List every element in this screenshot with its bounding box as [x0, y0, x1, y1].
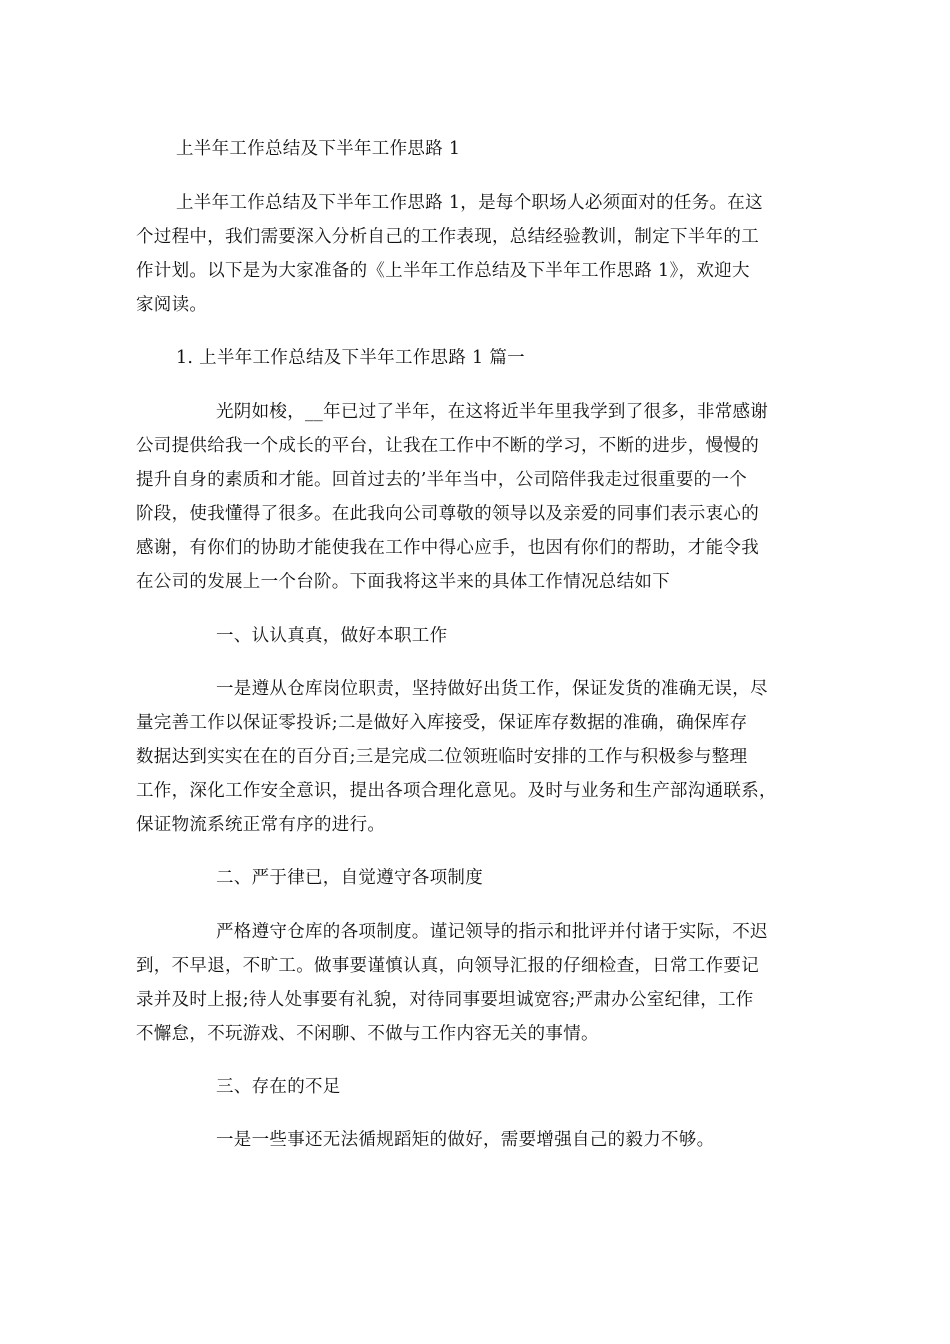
subheading-3: 三、存在的不足 — [216, 1077, 341, 1097]
paragraph-line: 量完善工作以保证零投诉;二是做好入库接受，保证库存数据的准确，确保库存 — [136, 713, 748, 733]
paragraph-line: 录并及时上报;待人处事要有礼貌，对待同事要坦诚宽容;严肃办公室纪律，工作 — [136, 990, 754, 1010]
intro-line: 家阅读。 — [136, 295, 208, 315]
paragraph-line: 一是遵从仓库岗位职责，坚持做好出货工作，保证发货的准确无误，尽 — [216, 679, 768, 699]
paragraph-line: 一是一些事还无法循规蹈矩的做好，需要增强自己的毅力不够。 — [216, 1130, 715, 1150]
paragraph-line: 工作，深化工作安全意识，提出各项合理化意见。及时与业务和生产部沟通联系， — [136, 781, 777, 801]
paragraph-line: 严格遵守仓库的各项制度。谨记领导的指示和批评并付诸于实际，不迟 — [216, 922, 768, 942]
paragraph-line: 数据达到实实在在的百分百;三是完成二位领班临时安排的工作与积极参与整理 — [136, 747, 748, 767]
paragraph-line: 提升自身的素质和才能。回首过去的’半年当中，公司陪伴我走过很重要的一个 — [136, 470, 748, 490]
paragraph-line: 公司提供给我一个成长的平台，让我在工作中不断的学习，不断的进步，慢慢的 — [136, 436, 759, 456]
section-heading: 1. 上半年工作总结及下半年工作思路 1 篇一 — [176, 348, 525, 368]
intro-line: 个过程中，我们需要深入分析自己的工作表现，总结经验教训，制定下半年的工 — [136, 227, 759, 247]
paragraph-line: 感谢，有你们的协助才能使我在工作中得心应手，也因有你们的帮助，才能令我 — [136, 538, 759, 558]
paragraph-line: 不懈怠，不玩游戏、不闲聊、不做与工作内容无关的事情。 — [136, 1024, 599, 1044]
paragraph-line: 到，不早退，不旷工。做事要谨慎认真，向领导汇报的仔细检查，日常工作要记 — [136, 956, 759, 976]
paragraph-line: 阶段，使我懂得了很多。在此我向公司尊敬的领导以及亲爱的同事们表示衷心的 — [136, 504, 759, 524]
document-title: 上半年工作总结及下半年工作思路 1 — [176, 139, 461, 159]
intro-line: 作计划。以下是为大家准备的《上半年工作总结及下半年工作思路 1》，欢迎大 — [136, 261, 750, 281]
intro-line: 上半年工作总结及下半年工作思路 1，是每个职场人必须面对的任务。在这 — [176, 193, 763, 213]
paragraph-line: 光阴如梭，__年已过了半年，在这将近半年里我学到了很多，非常感谢 — [216, 402, 769, 422]
paragraph-line: 保证物流系统正常有序的进行。 — [136, 815, 386, 835]
subheading-1: 一、认认真真，做好本职工作 — [216, 626, 448, 646]
paragraph-line: 在公司的发展上一个台阶。下面我将这半来的具体工作情况总结如下 — [136, 572, 670, 592]
subheading-2: 二、严于律已，自觉遵守各项制度 — [216, 868, 483, 888]
